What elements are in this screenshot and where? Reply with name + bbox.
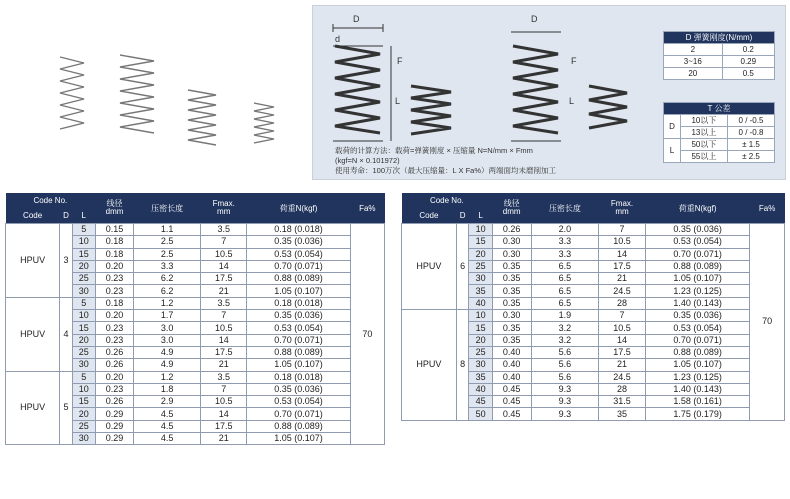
- d-header: D: [60, 208, 73, 224]
- load-cell: 1.40 (0.143): [645, 383, 749, 395]
- length-cell: 25: [72, 273, 95, 285]
- fmax-cell: 10.5: [201, 248, 247, 260]
- length-cell: 5: [72, 224, 95, 236]
- wire-cell: 0.23: [95, 383, 134, 395]
- label-L-2: L: [569, 96, 575, 106]
- solid-length-cell: 4.5: [134, 408, 201, 420]
- load-header: 荷重N(kgf): [247, 193, 350, 224]
- stiffness-d: 3~16: [664, 56, 723, 68]
- solid-length-cell: 9.3: [531, 396, 598, 408]
- wire-cell: 0.18: [95, 236, 134, 248]
- left-table-body: [6, 224, 385, 445]
- fmax-cell: 28: [599, 297, 646, 309]
- length-cell: 25: [72, 420, 95, 432]
- fmax-cell: 14: [599, 248, 646, 260]
- fmax-header: Fmax. mm: [599, 193, 646, 224]
- load-cell: 1.05 (0.107): [645, 273, 749, 285]
- wire-cell: 0.29: [95, 420, 134, 432]
- wire-cell: 0.40: [492, 371, 531, 383]
- solid-length-cell: 3.3: [134, 260, 201, 272]
- load-cell: 0.88 (0.089): [645, 346, 749, 358]
- fmax-cell: 10.5: [599, 236, 646, 248]
- solid-length-cell: 6.5: [531, 297, 598, 309]
- load-cell: 0.18 (0.018): [247, 297, 350, 309]
- load-cell: 0.70 (0.071): [247, 408, 350, 420]
- length-cell: 10: [469, 224, 492, 236]
- solid-length-cell: 6.2: [134, 273, 201, 285]
- length-cell: 15: [469, 322, 492, 334]
- l-header: L: [469, 208, 492, 224]
- solid-length-cell: 6.5: [531, 273, 598, 285]
- load-header: 荷重N(kgf): [645, 193, 749, 224]
- length-cell: 15: [72, 322, 95, 334]
- load-cell: 0.88 (0.089): [645, 260, 749, 272]
- spring-photo: [8, 5, 308, 170]
- wire-cell: 0.45: [492, 383, 531, 395]
- wire-cell: 0.20: [95, 260, 134, 272]
- tolerance-value: 0 / -0.5: [727, 115, 774, 127]
- load-cell: 1.75 (0.179): [645, 408, 749, 420]
- solid-length-cell: 1.2: [134, 297, 201, 309]
- wire-cell: 0.26: [492, 224, 531, 236]
- load-cell: 1.05 (0.107): [645, 359, 749, 371]
- solid-length-cell: 9.3: [531, 408, 598, 420]
- solid-length-cell: 2.5: [134, 236, 201, 248]
- code-cell: HPUV: [402, 310, 457, 421]
- wire-cell: 0.15: [95, 224, 134, 236]
- fa-header: Fa%: [750, 193, 785, 224]
- springs-illustration: [8, 5, 308, 170]
- load-cell: 0.35 (0.036): [645, 224, 749, 236]
- length-cell: 25: [72, 346, 95, 358]
- load-cell: 0.88 (0.089): [247, 420, 350, 432]
- wire-cell: 0.20: [95, 310, 134, 322]
- load-cell: 1.40 (0.143): [645, 297, 749, 309]
- fmax-cell: 21: [599, 273, 646, 285]
- wire-cell: 0.45: [492, 408, 531, 420]
- fmax-cell: 35: [599, 408, 646, 420]
- length-cell: 40: [469, 383, 492, 395]
- length-cell: 20: [72, 334, 95, 346]
- wire-cell: 0.23: [95, 322, 134, 334]
- length-cell: 40: [469, 297, 492, 309]
- wire-header: 线径 dmm: [492, 193, 531, 224]
- formula-notes: [335, 146, 556, 176]
- label-D: D: [353, 14, 360, 24]
- code-no-header: Code No.: [6, 193, 96, 208]
- length-cell: 15: [469, 236, 492, 248]
- wire-cell: 0.26: [95, 359, 134, 371]
- diameter-cell: 3: [60, 224, 73, 298]
- code-cell: HPUV: [402, 224, 457, 310]
- length-cell: 20: [72, 408, 95, 420]
- length-cell: 15: [72, 248, 95, 260]
- wire-cell: 0.23: [95, 273, 134, 285]
- tolerance-value: ± 2.5: [727, 151, 774, 163]
- fmax-cell: 21: [201, 433, 247, 445]
- fmax-cell: 17.5: [599, 346, 646, 358]
- l-header: L: [72, 208, 95, 224]
- fa-header: Fa%: [350, 193, 384, 224]
- wire-cell: 0.40: [492, 346, 531, 358]
- solid-length-cell: 4.5: [134, 433, 201, 445]
- fmax-cell: 10.5: [599, 322, 646, 334]
- load-cell: 1.23 (0.125): [645, 371, 749, 383]
- tolerance-range: 50以下: [680, 139, 727, 151]
- solid-length-cell: 9.3: [531, 383, 598, 395]
- length-cell: 10: [72, 236, 95, 248]
- stiffness-d: 20: [664, 68, 723, 80]
- right-spec-table: [401, 193, 785, 421]
- solid-length-cell: 3.2: [531, 334, 598, 346]
- wire-cell: 0.35: [492, 273, 531, 285]
- solid-length-cell: 4.9: [134, 346, 201, 358]
- wire-cell: 0.35: [492, 322, 531, 334]
- wire-cell: 0.30: [492, 236, 531, 248]
- load-cell: 1.23 (0.125): [645, 285, 749, 297]
- stiffness-table: [663, 31, 775, 80]
- load-cell: 0.35 (0.036): [645, 310, 749, 322]
- stiffness-title: D 弹簧刚度(N/mm): [664, 32, 775, 44]
- length-cell: 30: [72, 433, 95, 445]
- fmax-cell: 10.5: [201, 396, 247, 408]
- fmax-header: Fmax. mm: [201, 193, 247, 224]
- load-cell: 0.70 (0.071): [247, 260, 350, 272]
- wire-cell: 0.35: [492, 334, 531, 346]
- diameter-cell: 8: [456, 310, 469, 421]
- wire-cell: 0.18: [95, 248, 134, 260]
- tolerance-value: 0 / -0.8: [727, 127, 774, 139]
- wire-header: 线径 dmm: [95, 193, 134, 224]
- load-cell: 1.05 (0.107): [247, 359, 350, 371]
- solid-length-cell: 3.3: [531, 236, 598, 248]
- solid-length-cell: 1.2: [134, 371, 201, 383]
- fmax-cell: 17.5: [201, 273, 247, 285]
- length-cell: 20: [469, 334, 492, 346]
- load-cell: 0.70 (0.071): [247, 334, 350, 346]
- solid-length-cell: 3.0: [134, 334, 201, 346]
- tolerance-dim: D: [664, 115, 681, 139]
- table-row: [6, 297, 385, 309]
- tolerance-title: T 公差: [664, 103, 775, 115]
- load-cell: 1.05 (0.107): [247, 433, 350, 445]
- length-cell: 35: [469, 285, 492, 297]
- code-no-header: Code No.: [402, 193, 493, 208]
- length-cell: 5: [72, 371, 95, 383]
- length-cell: 10: [72, 383, 95, 395]
- length-cell: 5: [72, 297, 95, 309]
- solid-length-cell: 5.6: [531, 359, 598, 371]
- label-F-2: F: [571, 56, 577, 66]
- solid-length-cell: 1.9: [531, 310, 598, 322]
- fmax-cell: 24.5: [599, 371, 646, 383]
- tolerance-range: 55以上: [680, 151, 727, 163]
- table-row: [402, 224, 785, 236]
- diameter-cell: 5: [60, 371, 73, 445]
- wire-cell: 0.40: [492, 359, 531, 371]
- right-table-body: [402, 224, 785, 421]
- d-header: D: [456, 208, 469, 224]
- solid-length-cell: 2.0: [531, 224, 598, 236]
- wire-cell: 0.26: [95, 396, 134, 408]
- fmax-cell: 17.5: [201, 420, 247, 432]
- load-cell: 0.53 (0.054): [247, 248, 350, 260]
- solid-length-cell: 2.5: [134, 248, 201, 260]
- fmax-cell: 3.5: [201, 371, 247, 383]
- solid-length-cell: 1.7: [134, 310, 201, 322]
- load-cell: 0.88 (0.089): [247, 346, 350, 358]
- code-header: Code: [402, 208, 457, 224]
- tolerance-value: ± 1.5: [727, 139, 774, 151]
- fmax-cell: 28: [599, 383, 646, 395]
- load-cell: 0.70 (0.071): [645, 334, 749, 346]
- tolerance-range: 10以下: [680, 115, 727, 127]
- formula-line: 载荷的计算方法：载荷=弹簧刚度 × 压缩量 N=N/mm × Fmm: [335, 146, 533, 155]
- fmax-cell: 14: [201, 408, 247, 420]
- diameter-cell: 4: [60, 297, 73, 371]
- load-cell: 0.35 (0.036): [247, 236, 350, 248]
- stiffness-value: 0.2: [722, 44, 774, 56]
- fmax-cell: 31.5: [599, 396, 646, 408]
- fmax-cell: 14: [599, 334, 646, 346]
- formula-line: 使用寿命：100万次（最大压缩量：L X Fa%）两端面均未磨削加工: [335, 166, 556, 175]
- fa-cell: 70: [750, 224, 785, 421]
- load-cell: 0.70 (0.071): [645, 248, 749, 260]
- length-cell: 20: [72, 260, 95, 272]
- solid-length-cell: 4.5: [134, 420, 201, 432]
- length-cell: 10: [469, 310, 492, 322]
- stiffness-d: 2: [664, 44, 723, 56]
- fmax-cell: 3.5: [201, 224, 247, 236]
- wire-cell: 0.35: [492, 285, 531, 297]
- solid-length-cell: 6.2: [134, 285, 201, 297]
- wire-cell: 0.18: [95, 297, 134, 309]
- fmax-cell: 7: [201, 383, 247, 395]
- code-header: Code: [6, 208, 60, 224]
- fmax-cell: 24.5: [599, 285, 646, 297]
- length-cell: 30: [469, 359, 492, 371]
- length-cell: 30: [469, 273, 492, 285]
- fmax-cell: 14: [201, 260, 247, 272]
- load-cell: 1.58 (0.161): [645, 396, 749, 408]
- fmax-cell: 7: [201, 236, 247, 248]
- stiffness-value: 0.29: [722, 56, 774, 68]
- fmax-cell: 3.5: [201, 297, 247, 309]
- wire-cell: 0.45: [492, 396, 531, 408]
- wire-cell: 0.30: [492, 248, 531, 260]
- left-spec-table: [5, 193, 385, 445]
- length-cell: 10: [72, 310, 95, 322]
- tolerance-table: [663, 102, 775, 163]
- load-cell: 0.53 (0.054): [247, 322, 350, 334]
- table-row: [6, 371, 385, 383]
- solid-length-cell: 6.5: [531, 260, 598, 272]
- solid-length-cell: 3.3: [531, 248, 598, 260]
- stiffness-value: 0.5: [722, 68, 774, 80]
- wire-cell: 0.29: [95, 433, 134, 445]
- load-cell: 1.05 (0.107): [247, 285, 350, 297]
- spec-diagram-panel: [312, 5, 786, 180]
- length-cell: 25: [469, 346, 492, 358]
- load-cell: 0.53 (0.054): [645, 322, 749, 334]
- load-cell: 0.53 (0.054): [645, 236, 749, 248]
- code-cell: HPUV: [6, 224, 60, 298]
- load-cell: 0.18 (0.018): [247, 224, 350, 236]
- label-D-2: D: [531, 14, 538, 24]
- solid-length-header: 压密长度: [531, 193, 598, 224]
- length-cell: 50: [469, 408, 492, 420]
- solid-length-cell: 4.9: [134, 359, 201, 371]
- fmax-cell: 10.5: [201, 322, 247, 334]
- wire-cell: 0.35: [492, 260, 531, 272]
- fa-cell: 70: [350, 224, 384, 445]
- spring-dimension-drawing: [313, 6, 653, 146]
- length-cell: 15: [72, 396, 95, 408]
- solid-length-cell: 6.5: [531, 285, 598, 297]
- wire-cell: 0.23: [95, 285, 134, 297]
- fmax-cell: 21: [201, 285, 247, 297]
- load-cell: 0.88 (0.089): [247, 273, 350, 285]
- wire-cell: 0.30: [492, 310, 531, 322]
- tolerance-dim: L: [664, 139, 681, 163]
- fmax-cell: 21: [599, 359, 646, 371]
- load-cell: 0.53 (0.054): [247, 396, 350, 408]
- fmax-cell: 21: [201, 359, 247, 371]
- wire-cell: 0.35: [492, 297, 531, 309]
- length-cell: 25: [469, 260, 492, 272]
- label-L: L: [395, 96, 401, 106]
- load-cell: 0.18 (0.018): [247, 371, 350, 383]
- load-cell: 0.35 (0.036): [247, 310, 350, 322]
- table-row: [402, 310, 785, 322]
- length-cell: 30: [72, 359, 95, 371]
- solid-length-header: 压密长度: [134, 193, 201, 224]
- solid-length-cell: 3.2: [531, 322, 598, 334]
- solid-length-cell: 3.0: [134, 322, 201, 334]
- length-cell: 35: [469, 371, 492, 383]
- label-d: d: [335, 34, 341, 44]
- code-cell: HPUV: [6, 297, 60, 371]
- fmax-cell: 14: [201, 334, 247, 346]
- code-cell: HPUV: [6, 371, 60, 445]
- load-cell: 0.35 (0.036): [247, 383, 350, 395]
- fmax-cell: 7: [599, 224, 646, 236]
- length-cell: 30: [72, 285, 95, 297]
- wire-cell: 0.23: [95, 334, 134, 346]
- label-F: F: [397, 56, 403, 66]
- solid-length-cell: 5.6: [531, 346, 598, 358]
- wire-cell: 0.20: [95, 371, 134, 383]
- solid-length-cell: 1.1: [134, 224, 201, 236]
- fmax-cell: 17.5: [599, 260, 646, 272]
- length-cell: 20: [469, 248, 492, 260]
- length-cell: 45: [469, 396, 492, 408]
- table-row: [6, 224, 385, 236]
- solid-length-cell: 5.6: [531, 371, 598, 383]
- wire-cell: 0.29: [95, 408, 134, 420]
- diameter-cell: 6: [456, 224, 469, 310]
- solid-length-cell: 2.9: [134, 396, 201, 408]
- fmax-cell: 7: [599, 310, 646, 322]
- wire-cell: 0.26: [95, 346, 134, 358]
- fmax-cell: 7: [201, 310, 247, 322]
- solid-length-cell: 1.8: [134, 383, 201, 395]
- fmax-cell: 17.5: [201, 346, 247, 358]
- tolerance-range: 13以上: [680, 127, 727, 139]
- formula-line: (kgf=N × 0.101972): [335, 156, 400, 165]
